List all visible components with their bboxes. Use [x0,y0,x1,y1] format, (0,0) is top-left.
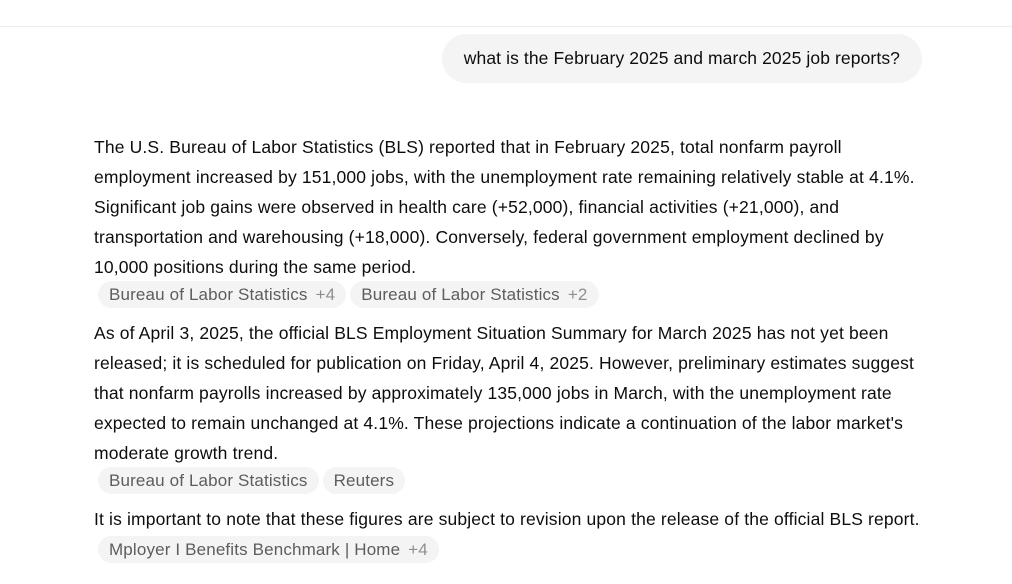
user-message-bubble [442,34,922,83]
top-bar [0,0,1012,27]
source-chip[interactable] [350,281,598,308]
paragraph-text: It is important to note that these figures are subject to revision upon the release of the official BLS report. [94,509,920,529]
user-message-text: what is the February 2025 and march 2025 job reports? [463,48,900,68]
source-chip[interactable] [98,467,319,494]
source-more-count: +4 [315,285,336,304]
source-label: Bureau of Labor Statistics [109,471,308,490]
source-citations [94,467,926,494]
source-citations [94,281,926,308]
response-paragraph-2 [94,318,926,494]
source-chip[interactable] [323,467,406,494]
source-more-count: +2 [567,285,588,304]
source-chip[interactable] [98,536,439,563]
paragraph-text: As of April 3, 2025, the official BLS Employment Situation Summary for March 2025 has not yet been released; it is scheduled for publication on Friday, April 4, 2025. However, preliminary estimates suggest that nonfarm payrolls increased by approximately 135,000 jobs in March, with the unemployment rate expected to remain unchanged at 4.1%. These projections indicate a continuation of the labor market's moderate growth trend. [94,323,915,463]
source-label: Reuters [333,471,395,490]
assistant-response [94,132,926,574]
paragraph-text: The U.S. Bureau of Labor Statistics (BLS) reported that in February 2025, total nonfarm payroll employment increased by 151,000 jobs, with the unemployment rate remaining relatively stable at 4.1%. Significant job gains were observed in health care (+52,000), financial activities (+21,000), and transportation and warehousing (+18,000). Conversely, federal government employment declined by 10,000 positions during the same period. [94,137,915,277]
source-label: Mployer I Benefits Benchmark | Home [109,540,401,559]
response-paragraph-1 [94,132,926,308]
source-chip[interactable] [98,281,346,308]
source-label: Bureau of Labor Statistics [361,285,560,304]
source-more-count: +4 [408,540,428,559]
source-label: Bureau of Labor Statistics [109,285,308,304]
response-paragraph-3 [94,504,926,564]
